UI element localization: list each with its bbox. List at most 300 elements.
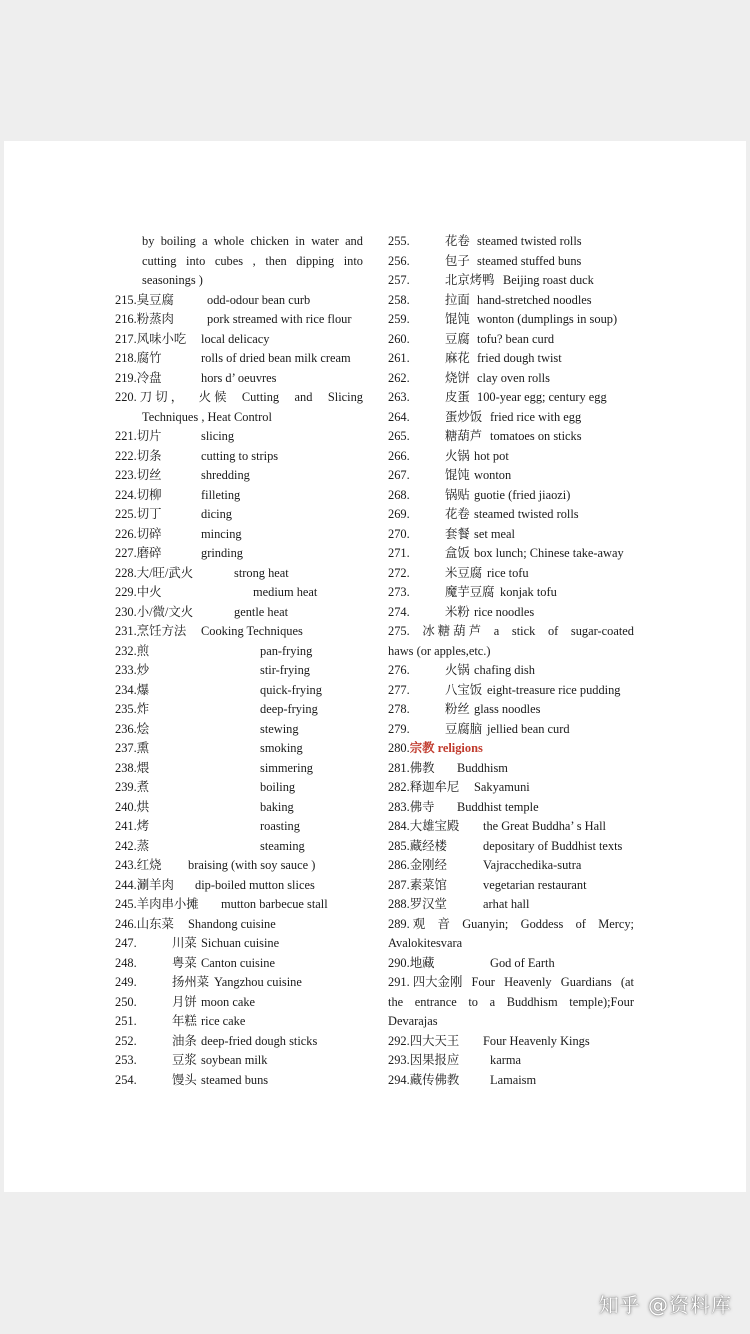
entry-english: slicing (201, 429, 235, 443)
glossary-entry-multiline (115, 388, 363, 427)
entry-number: 273. (388, 585, 410, 599)
word: by (142, 234, 155, 248)
entry-chinese: 素菜馆 (409, 877, 447, 892)
glossary-entry (388, 583, 634, 603)
glossary-entry (115, 993, 363, 1013)
entry-english: baking (260, 799, 294, 814)
entry-number: 277. (388, 682, 410, 697)
entry-number: 293. (388, 1053, 410, 1067)
entry-chinese: 风味小吃 (136, 331, 187, 346)
word: 289. 观 音 (388, 916, 450, 931)
glossary-entry (388, 252, 634, 272)
entry-english: hand-stretched noodles (477, 292, 592, 307)
glossary-entry (115, 447, 363, 467)
glossary-entry (115, 661, 363, 681)
entry-chinese: 金刚经 (409, 858, 447, 872)
word: 火 候 (198, 390, 227, 404)
entry-chinese: 月饼 (172, 994, 197, 1009)
word: stick (511, 624, 536, 638)
entry-english: Cooking Techniques (201, 624, 303, 638)
glossary-entry (388, 1032, 634, 1052)
entry-english: Beijing roast duck (503, 273, 594, 287)
word: 220. 刀 切 ， (115, 390, 184, 404)
entry-english: wonton (474, 468, 512, 482)
entry-chinese: 藏经楼 (409, 838, 447, 853)
entry-chinese: 切丝 (136, 468, 162, 482)
glossary-entry (388, 564, 634, 584)
entry-number: 287. (388, 877, 410, 892)
glossary-entry (115, 817, 363, 837)
glossary-entry-multiline (388, 622, 634, 661)
entry-chinese: 因果报应 (409, 1053, 460, 1067)
entry-number: 226. (115, 526, 137, 541)
entry-chinese: 年糕 (172, 1014, 197, 1028)
glossary-entry (115, 954, 363, 974)
entry-chinese: 切片 (136, 429, 162, 443)
glossary-entry (388, 388, 634, 408)
entry-english: jellied bean curd (487, 721, 570, 736)
glossary-entry (115, 720, 363, 740)
entry-english: tofu? bean curd (477, 331, 555, 346)
entry-number: 229. (115, 585, 137, 599)
word: cubes (214, 253, 244, 268)
entry-english: local delicacy (201, 331, 270, 346)
entry-english: Buddhism (457, 760, 508, 775)
word: to (468, 994, 478, 1009)
entry-english: soybean milk (201, 1053, 268, 1067)
glossary-entry (388, 700, 634, 720)
entry-chinese: 皮蛋 (445, 390, 470, 404)
entry-number: 244. (115, 877, 137, 892)
word: 275. (388, 624, 410, 638)
entry-number: 270. (388, 526, 410, 541)
entry-chinese: 四大天王 (409, 1033, 460, 1048)
wrapped-line (115, 232, 363, 252)
entry-number: 276. (388, 663, 410, 677)
wrapped-line (388, 915, 634, 935)
entry-number: 246. (115, 916, 137, 931)
entry-english: stewing (260, 721, 299, 736)
entry-chinese: 豆腐脑 (445, 721, 483, 736)
word: then (265, 253, 287, 268)
glossary-entry (115, 837, 363, 857)
glossary-entry (115, 369, 363, 389)
word: 291. 四大金刚 (388, 975, 463, 989)
entry-chinese: 释迦牟尼 (409, 780, 460, 794)
entry-english: grinding (201, 546, 243, 560)
word: into (343, 253, 363, 268)
wrapped-line (388, 622, 634, 642)
glossary-entry (115, 622, 363, 642)
entry-english: Yangzhou cuisine (214, 975, 302, 989)
glossary-entry (388, 1051, 634, 1071)
entry-english: mincing (201, 526, 242, 541)
entry-number: 250. (115, 994, 137, 1009)
section-heading-religions (388, 739, 634, 759)
entry-chinese: 烤 (136, 819, 150, 833)
entry-chinese: 臭豆腐 (136, 292, 174, 307)
entry-chinese: 腐竹 (136, 351, 162, 365)
entry-english: the Great Buddha’ s Hall (483, 819, 606, 833)
word: chicken (250, 234, 289, 248)
entry-chinese: 花卷 (445, 507, 470, 521)
entry-english: moon cake (201, 994, 256, 1009)
glossary-entry (388, 466, 634, 486)
entry-chinese: 锅贴 (445, 487, 470, 502)
entry-chinese: 盒饭 (445, 546, 470, 560)
word: of (575, 916, 586, 931)
word: in (295, 234, 305, 248)
entry-number: 264. (388, 409, 410, 424)
glossary-entry (388, 603, 634, 623)
entry-number: 241. (115, 819, 137, 833)
wrapped-line (388, 1012, 634, 1032)
entry-english: tomatoes on sticks (490, 429, 582, 443)
entry-number: 256. (388, 253, 410, 268)
word: a (202, 234, 208, 248)
glossary-entry (115, 330, 363, 350)
word: the (388, 994, 404, 1009)
entry-chinese: 爆 (136, 682, 150, 697)
entry-chinese: 花卷 (445, 234, 470, 248)
entry-chinese: 煮 (136, 780, 150, 794)
glossary-entry (388, 310, 634, 330)
glossary-entry (388, 720, 634, 740)
entry-chinese: 馒头 (172, 1072, 197, 1087)
entry-english: 100-year egg; century egg (477, 390, 607, 404)
entry-english: Sichuan cuisine (201, 936, 280, 950)
glossary-entry (388, 895, 634, 915)
entry-number: 236. (115, 721, 137, 736)
glossary-entry-multiline (115, 232, 363, 291)
heading-chinese: 宗教 (409, 741, 438, 755)
entry-number: 228. (115, 565, 137, 580)
line-text: Avalokitesvara (388, 936, 463, 950)
line-text: haws (or apples,etc.) (388, 643, 491, 658)
entry-number: 271. (388, 546, 410, 560)
entry-english: shredding (201, 468, 250, 482)
word: and (294, 390, 313, 404)
glossary-entry (388, 778, 634, 798)
entry-number: 252. (115, 1033, 137, 1048)
word: Cutting (241, 390, 280, 404)
glossary-entry (115, 798, 363, 818)
entry-chinese: 扬州菜 (172, 975, 210, 989)
entry-chinese: 火锅 (445, 663, 470, 677)
entry-chinese: 煎 (136, 643, 150, 658)
wrapped-line (115, 271, 363, 291)
glossary-entry (115, 934, 363, 954)
entry-english: dip-boiled mutton slices (195, 877, 315, 892)
entry-number: 227. (115, 546, 137, 560)
glossary-entry (115, 700, 363, 720)
entry-number: 286. (388, 858, 410, 872)
entry-chinese: 八宝饭 (445, 682, 483, 697)
entry-english: clay oven rolls (477, 370, 550, 385)
entry-english: mutton barbecue stall (221, 897, 328, 911)
entry-chinese: 麻花 (445, 351, 470, 365)
entry-english: God of Earth (490, 955, 555, 970)
entry-english: hot pot (474, 448, 509, 463)
glossary-entry (388, 876, 634, 896)
entry-chinese: 拉面 (445, 292, 470, 307)
entry-chinese: 火锅 (445, 448, 470, 463)
glossary-entry (388, 759, 634, 779)
word: sugar-coated (570, 624, 634, 638)
entry-number: 237. (115, 741, 137, 755)
entry-english: steamed twisted rolls (477, 234, 582, 248)
entry-english: quick-frying (260, 682, 322, 697)
entry-english: depositary of Buddhist texts (483, 838, 623, 853)
entry-english: Four Heavenly Kings (483, 1033, 590, 1048)
entry-number: 268. (388, 487, 410, 502)
glossary-entry-multiline (388, 973, 634, 1032)
entry-number: 221. (115, 429, 137, 443)
entry-english: deep-fried dough sticks (201, 1033, 318, 1048)
entry-english: Canton cuisine (201, 955, 275, 970)
entry-chinese: 小/微/文火 (136, 604, 194, 619)
entry-number: 249. (115, 975, 137, 989)
entry-chinese: 粉蒸肉 (136, 312, 174, 326)
glossary-entry (388, 349, 634, 369)
entry-chinese: 套餐 (445, 526, 470, 541)
word: Guanyin; (462, 916, 509, 931)
entry-english: steaming (260, 838, 305, 853)
entry-english: boiling (260, 780, 296, 794)
glossary-entry (388, 427, 634, 447)
glossary-entry (115, 1032, 363, 1052)
wrapped-line (388, 973, 634, 993)
glossary-entry (115, 310, 363, 330)
word: Guardians (560, 975, 612, 989)
entry-chinese: 切丁 (136, 507, 162, 521)
entry-number: 269. (388, 507, 410, 521)
glossary-entry (115, 1071, 363, 1091)
entry-number: 258. (388, 292, 410, 307)
wrapped-line (115, 252, 363, 272)
entry-number: 253. (115, 1053, 137, 1067)
glossary-entry (388, 486, 634, 506)
glossary-entry (388, 856, 634, 876)
glossary-entry (388, 408, 634, 428)
entry-number: 218. (115, 351, 137, 365)
word: 冰 糖 葫 芦 (422, 624, 482, 638)
glossary-entry (115, 583, 363, 603)
entry-english: rice cake (201, 1014, 246, 1028)
entry-chinese: 烩 (136, 721, 150, 736)
entry-chinese: 包子 (445, 253, 470, 268)
entry-english: steamed stuffed buns (477, 253, 582, 268)
entry-chinese: 炸 (136, 702, 150, 716)
entry-number: 257. (388, 273, 410, 287)
entry-number: 238. (115, 760, 137, 775)
entry-number: 242. (115, 838, 137, 853)
word: Slicing (327, 390, 363, 404)
entry-number: 240. (115, 799, 137, 814)
entry-number: 216. (115, 312, 137, 326)
entry-english: steamed buns (201, 1072, 269, 1087)
entry-english: set meal (474, 526, 515, 541)
glossary-entry (115, 856, 363, 876)
entry-number: 232. (115, 643, 137, 658)
entry-english: box lunch; Chinese take-away (474, 546, 624, 560)
left-column (115, 232, 363, 1090)
glossary-entry (115, 759, 363, 779)
entry-chinese: 切柳 (136, 487, 162, 502)
word: a (489, 994, 496, 1009)
entry-chinese: 冷盘 (136, 370, 162, 385)
entry-chinese: 烹饪方法 (136, 624, 187, 638)
entry-english: deep-frying (260, 702, 318, 716)
entry-number: 219. (115, 370, 137, 385)
zhihu-watermark: 知乎 @资料库 (598, 1293, 732, 1317)
entry-number: 280. (388, 741, 410, 755)
entry-chinese: 烧饼 (445, 370, 470, 385)
entry-chinese: 米豆腐 (445, 565, 483, 580)
entry-number: 230. (115, 604, 137, 619)
entry-english: rice noodles (474, 604, 535, 619)
entry-chinese: 煨 (136, 760, 150, 775)
glossary-entry (115, 427, 363, 447)
entry-chinese: 涮羊肉 (136, 877, 174, 892)
entry-chinese: 大雄宝殿 (409, 819, 460, 833)
entry-chinese: 山东菜 (136, 916, 174, 931)
entry-chinese: 烘 (136, 799, 150, 814)
word: of (547, 624, 559, 638)
entry-chinese: 地藏 (409, 955, 435, 970)
glossary-entry (388, 817, 634, 837)
wrapped-line (115, 388, 363, 408)
entry-chinese: 羊肉串小摊 (136, 897, 199, 911)
entry-number: 239. (115, 780, 137, 794)
glossary-entry (388, 271, 634, 291)
entry-number: 243. (115, 858, 137, 872)
entry-chinese: 炒 (136, 663, 150, 677)
entry-number: 283. (388, 799, 410, 814)
glossary-entry (115, 1012, 363, 1032)
glossary-entry (115, 564, 363, 584)
word: cutting (142, 253, 177, 268)
word: Mercy; (598, 916, 634, 931)
glossary-entry (388, 525, 634, 545)
wrapped-line (388, 934, 634, 954)
word: Four (471, 975, 495, 989)
entry-number: 267. (388, 468, 410, 482)
word: dipping (296, 253, 335, 268)
entry-english: konjak tofu (500, 585, 557, 599)
entry-chinese: 磨碎 (136, 546, 162, 560)
glossary-entry (388, 1071, 634, 1091)
glossary-entry (388, 544, 634, 564)
entry-english: rice tofu (487, 565, 529, 580)
entry-english: rolls of dried bean milk cream (201, 351, 351, 365)
entry-number: 279. (388, 721, 410, 736)
entry-number: 234. (115, 682, 137, 697)
entry-number: 263. (388, 390, 410, 404)
glossary-entry (388, 681, 634, 701)
entry-english: vegetarian restaurant (483, 877, 587, 892)
glossary-entry (115, 486, 363, 506)
entry-number: 259. (388, 312, 410, 326)
entry-english: hors d’ oeuvres (201, 370, 277, 385)
entry-number: 245. (115, 897, 137, 911)
entry-english: roasting (260, 819, 300, 833)
right-column (388, 232, 634, 1090)
entry-english: strong heat (234, 565, 289, 580)
entry-number: 254. (115, 1072, 137, 1087)
entry-number: 278. (388, 702, 410, 716)
word: temple);Four (569, 994, 634, 1009)
glossary-entry (388, 798, 634, 818)
entry-chinese: 豆腐 (445, 331, 470, 346)
entry-english: fried dough twist (477, 351, 562, 365)
entry-number: 274. (388, 604, 410, 619)
entry-chinese: 切碎 (136, 526, 162, 541)
entry-number: 285. (388, 838, 410, 853)
entry-chinese: 佛寺 (409, 799, 435, 814)
word: boiling (160, 234, 196, 248)
entry-number: 294. (388, 1072, 410, 1087)
glossary-entry (115, 778, 363, 798)
word: Goddess (520, 916, 564, 931)
glossary-entry (115, 642, 363, 662)
entry-chinese: 大/旺/武火 (136, 565, 194, 580)
document-page (4, 141, 746, 1192)
wrapped-line (388, 642, 634, 662)
entry-number: 223. (115, 468, 137, 482)
glossary-entry (388, 291, 634, 311)
entry-chinese: 粉丝 (445, 702, 470, 716)
word: water (311, 234, 339, 248)
entry-english: Sakyamuni (474, 780, 530, 794)
word: and (345, 234, 363, 248)
entry-number: 260. (388, 331, 410, 346)
entry-chinese: 蒸 (136, 838, 150, 853)
entry-english: karma (490, 1053, 521, 1067)
entry-chinese: 馄饨 (445, 468, 470, 482)
entry-english: guotie (fried jiaozi) (474, 487, 571, 502)
entry-number: 233. (115, 663, 137, 677)
line-text: seasonings ) (142, 273, 203, 287)
entry-english: smoking (260, 741, 303, 755)
glossary-entry (115, 739, 363, 759)
word: a (493, 624, 500, 638)
glossary-entry (388, 954, 634, 974)
entry-chinese: 藏传佛教 (409, 1072, 460, 1087)
heading-english: religions (437, 741, 483, 755)
line-text: Techniques , Heat Control (142, 409, 272, 424)
entry-english: wonton (dumplings in soup) (477, 312, 618, 326)
entry-number: 225. (115, 507, 137, 521)
glossary-entry (115, 349, 363, 369)
entry-english: Shandong cuisine (188, 916, 276, 931)
entry-number: 255. (388, 234, 410, 248)
entry-english: dicing (201, 507, 232, 521)
glossary-entry (388, 837, 634, 857)
entry-english: stir-frying (260, 663, 310, 677)
entry-chinese: 中火 (136, 585, 162, 599)
entry-number: 284. (388, 819, 410, 833)
entry-english: pan-frying (260, 643, 313, 658)
entry-number: 215. (115, 292, 137, 307)
line-text: Devarajas (388, 1014, 438, 1028)
entry-english: filleting (201, 487, 241, 502)
entry-english: odd-odour bean curb (207, 292, 311, 307)
entry-number: 281. (388, 760, 410, 775)
word: whole (213, 234, 245, 248)
glossary-entry (115, 1051, 363, 1071)
entry-english: eight-treasure rice pudding (487, 682, 621, 697)
